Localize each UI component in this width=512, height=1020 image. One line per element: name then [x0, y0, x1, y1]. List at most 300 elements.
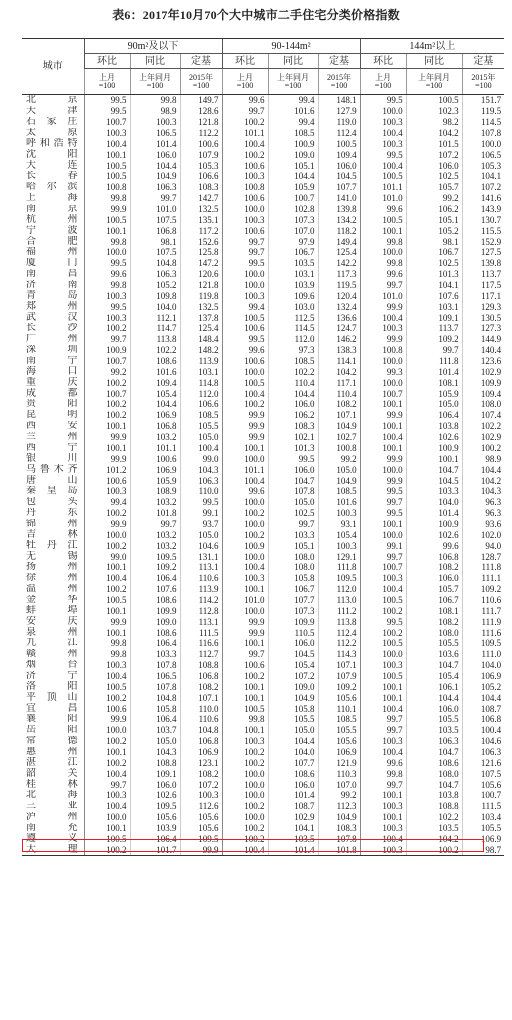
- table-row: [22, 345, 504, 356]
- table-row: [22, 193, 504, 204]
- value-cell: 100.3: [222, 290, 268, 301]
- value-cell: 99.8: [84, 649, 130, 660]
- value-cell: 100.1: [222, 584, 268, 595]
- value-cell: 123.6: [462, 356, 504, 367]
- value-cell: 106.0: [268, 464, 318, 475]
- value-cell: 100.2: [222, 529, 268, 540]
- group-header-medium: 90-144m²: [222, 39, 360, 54]
- value-cell: 99.8: [222, 714, 268, 725]
- value-cell: 103.0: [268, 301, 318, 312]
- value-cell: 107.8: [130, 660, 180, 671]
- value-cell: 108.1: [406, 377, 462, 388]
- value-cell: 109.5: [130, 551, 180, 562]
- value-cell: 100.0: [462, 138, 504, 149]
- value-cell: 101.4: [268, 790, 318, 801]
- city-cell: 徐州: [26, 572, 78, 584]
- value-cell: 100.2: [222, 823, 268, 834]
- subheader-cell: 环比: [360, 54, 406, 69]
- value-cell: 108.0: [268, 562, 318, 573]
- value-cell: 101.1: [222, 464, 268, 475]
- value-cell: 99.5: [84, 106, 130, 117]
- value-cell: 107.0: [318, 779, 360, 790]
- value-cell: 103.3: [268, 529, 318, 540]
- value-cell: 99.4: [268, 95, 318, 106]
- value-cell: 99.3: [360, 366, 406, 377]
- value-cell: 101.0: [222, 595, 268, 606]
- value-cell: 98.7: [462, 844, 504, 855]
- value-cell: 106.8: [130, 225, 180, 236]
- value-cell: 112.8: [180, 605, 222, 616]
- value-cell: 106.1: [406, 681, 462, 692]
- value-cell: 132.5: [180, 204, 222, 215]
- value-cell: 114.1: [318, 356, 360, 367]
- table-row: [22, 573, 504, 584]
- value-cell: 103.2: [130, 540, 180, 551]
- value-cell: 99.7: [130, 519, 180, 530]
- value-cell: 106.9: [462, 833, 504, 844]
- value-cell: 100.3: [222, 736, 268, 747]
- value-cell: 102.5: [406, 258, 462, 269]
- value-cell: 109.4: [130, 377, 180, 388]
- city-cell: 南京: [26, 203, 78, 215]
- value-cell: 100.1: [360, 681, 406, 692]
- table-row: [22, 649, 504, 660]
- value-cell: 100.2: [84, 736, 130, 747]
- value-cell: 100.5: [84, 171, 130, 182]
- value-cell: 106.8: [180, 671, 222, 682]
- value-cell: 104.5: [406, 475, 462, 486]
- value-cell: 100.2: [360, 627, 406, 638]
- value-cell: 100.1: [84, 421, 130, 432]
- value-cell: 100.1: [84, 562, 130, 573]
- value-cell: 107.8: [130, 681, 180, 692]
- value-cell: 106.0: [268, 399, 318, 410]
- city-cell: 上海: [26, 192, 78, 204]
- value-cell: 100.7: [360, 388, 406, 399]
- value-cell: 117.5: [462, 280, 504, 291]
- city-cell: 牡丹江: [26, 540, 78, 551]
- value-cell: 99.4: [222, 301, 268, 312]
- value-cell: 127.3: [462, 323, 504, 334]
- city-cell: 北京: [26, 94, 78, 106]
- value-cell: 111.7: [462, 605, 504, 616]
- value-cell: 99.7: [84, 779, 130, 790]
- table-row: [22, 443, 504, 454]
- value-cell: 101.6: [268, 106, 318, 117]
- value-cell: 109.0: [268, 149, 318, 160]
- value-cell: 100.3: [360, 736, 406, 747]
- value-cell: 108.6: [130, 356, 180, 367]
- table-row: [22, 833, 504, 844]
- city-cell: 南充: [26, 822, 78, 833]
- value-cell: 100.0: [222, 519, 268, 530]
- table-row: [22, 529, 504, 540]
- table-row: [22, 247, 504, 258]
- value-cell: 99.9: [84, 519, 130, 530]
- value-cell: 99.9: [84, 204, 130, 215]
- value-cell: 99.9: [222, 432, 268, 443]
- city-cell: 宜昌: [26, 703, 78, 714]
- value-cell: 101.2: [84, 464, 130, 475]
- table-row: [22, 258, 504, 269]
- value-cell: 108.9: [130, 486, 180, 497]
- value-cell: 99.6: [222, 95, 268, 106]
- value-cell: 100.0: [222, 790, 268, 801]
- value-cell: 151.7: [462, 95, 504, 106]
- value-cell: 106.4: [406, 410, 462, 421]
- value-cell: 99.6: [406, 540, 462, 551]
- value-cell: 106.5: [130, 128, 180, 139]
- table-row: [22, 214, 504, 225]
- city-cell: 赣州: [26, 648, 78, 660]
- city-cell: 福州: [26, 247, 78, 258]
- value-cell: 99.5: [360, 149, 406, 160]
- value-cell: 100.3: [360, 573, 406, 584]
- value-cell: 99.8: [360, 768, 406, 779]
- value-cell: 100.4: [360, 312, 406, 323]
- value-cell: 100.2: [84, 399, 130, 410]
- table-row: [22, 323, 504, 334]
- city-cell: 济南: [26, 279, 78, 291]
- value-cell: 100.4: [222, 388, 268, 399]
- value-cell: 100.3: [84, 312, 130, 323]
- value-cell: 136.6: [318, 312, 360, 323]
- value-cell: 117.1: [318, 377, 360, 388]
- value-cell: 106.9: [130, 464, 180, 475]
- value-cell: 113.8: [318, 616, 360, 627]
- value-cell: 100.0: [222, 280, 268, 291]
- value-cell: 103.8: [406, 790, 462, 801]
- value-cell: 119.8: [180, 290, 222, 301]
- value-cell: 99.6: [360, 757, 406, 768]
- value-cell: 100.2: [84, 323, 130, 334]
- value-cell: 99.7: [222, 649, 268, 660]
- value-cell: 106.7: [406, 595, 462, 606]
- value-cell: 100.4: [84, 573, 130, 584]
- table-row: [22, 117, 504, 128]
- value-cell: 102.1: [268, 432, 318, 443]
- city-cell: 深圳: [26, 344, 78, 356]
- value-cell: 107.2: [406, 149, 462, 160]
- table-row: [22, 312, 504, 323]
- value-cell: 108.2: [180, 681, 222, 692]
- table-row: [22, 725, 504, 736]
- value-cell: 100.4: [84, 801, 130, 812]
- value-cell: 139.8: [318, 204, 360, 215]
- value-cell: 99.7: [406, 345, 462, 356]
- value-cell: 99.7: [222, 236, 268, 247]
- value-cell: 99.5: [360, 616, 406, 627]
- price-index-table: [22, 38, 504, 856]
- value-cell: 105.2: [406, 225, 462, 236]
- value-cell: 104.2: [406, 833, 462, 844]
- value-cell: 99.7: [360, 280, 406, 291]
- value-cell: 104.5: [268, 649, 318, 660]
- value-cell: 114.5: [462, 117, 504, 128]
- value-cell: 100.1: [360, 812, 406, 823]
- value-cell: 100.3: [84, 128, 130, 139]
- value-cell: 113.0: [318, 595, 360, 606]
- value-cell: 99.7: [222, 106, 268, 117]
- value-cell: 100.4: [360, 128, 406, 139]
- table-row: [22, 616, 504, 627]
- value-cell: 110.5: [268, 627, 318, 638]
- table-row: [22, 844, 504, 855]
- value-cell: 106.4: [130, 638, 180, 649]
- value-cell: 100.9: [406, 519, 462, 530]
- value-cell: 105.0: [180, 529, 222, 540]
- value-cell: 102.9: [268, 812, 318, 823]
- value-cell: 104.9: [268, 692, 318, 703]
- table-row: [22, 182, 504, 193]
- value-cell: 100.0: [222, 497, 268, 508]
- value-cell: 98.2: [406, 117, 462, 128]
- table-row: [22, 410, 504, 421]
- value-cell: 101.4: [130, 138, 180, 149]
- value-cell: 147.2: [180, 258, 222, 269]
- value-cell: 100.3: [318, 540, 360, 551]
- value-cell: 108.5: [318, 714, 360, 725]
- value-cell: 101.4: [406, 508, 462, 519]
- value-cell: 114.5: [268, 323, 318, 334]
- value-cell: 99.0: [180, 453, 222, 464]
- city-cell: 丹东: [26, 507, 78, 519]
- value-cell: 105.3: [180, 160, 222, 171]
- value-cell: 103.9: [130, 823, 180, 834]
- value-cell: 110.4: [268, 377, 318, 388]
- value-cell: 103.8: [406, 421, 462, 432]
- value-cell: 100.3: [360, 844, 406, 855]
- value-cell: 99.9: [360, 453, 406, 464]
- value-cell: 100.1: [360, 421, 406, 432]
- value-cell: 110.6: [180, 714, 222, 725]
- value-cell: 100.0: [360, 464, 406, 475]
- table-row: [22, 486, 504, 497]
- base-cell: 上年同月 =100: [406, 69, 462, 95]
- value-cell: 106.0: [406, 160, 462, 171]
- value-cell: 116.6: [180, 638, 222, 649]
- city-cell: 温州: [26, 583, 78, 595]
- value-cell: 105.6: [180, 823, 222, 834]
- city-cell: 岳阳: [26, 724, 78, 736]
- value-cell: 106.2: [268, 410, 318, 421]
- value-cell: 105.5: [406, 638, 462, 649]
- city-cell: 沈阳: [26, 149, 78, 160]
- value-cell: 106.4: [130, 714, 180, 725]
- value-cell: 112.2: [180, 128, 222, 139]
- city-cell: 三亚: [26, 800, 78, 812]
- value-cell: 100.2: [84, 377, 130, 388]
- value-cell: 104.1: [462, 171, 504, 182]
- value-cell: 98.9: [462, 453, 504, 464]
- value-cell: 100.5: [84, 214, 130, 225]
- value-cell: 100.5: [360, 671, 406, 682]
- value-cell: 148.2: [180, 345, 222, 356]
- value-cell: 101.7: [130, 844, 180, 855]
- value-cell: 99.7: [222, 247, 268, 258]
- value-cell: 104.4: [130, 160, 180, 171]
- value-cell: 105.7: [406, 584, 462, 595]
- value-cell: 100.9: [268, 138, 318, 149]
- value-cell: 100.4: [84, 768, 130, 779]
- value-cell: 106.7: [406, 247, 462, 258]
- value-cell: 104.1: [406, 280, 462, 291]
- value-cell: 98.1: [130, 236, 180, 247]
- value-cell: 104.7: [406, 660, 462, 671]
- value-cell: 102.9: [462, 432, 504, 443]
- table-row: [22, 823, 504, 834]
- value-cell: 100.1: [84, 627, 130, 638]
- value-cell: 99.7: [84, 334, 130, 345]
- table-row: [22, 366, 504, 377]
- value-cell: 109.9: [130, 605, 180, 616]
- value-cell: 102.6: [406, 432, 462, 443]
- value-cell: 104.9: [318, 421, 360, 432]
- value-cell: 100.0: [222, 605, 268, 616]
- value-cell: 101.0: [130, 204, 180, 215]
- value-cell: 125.4: [318, 247, 360, 258]
- value-cell: 117.2: [180, 225, 222, 236]
- value-cell: 110.6: [462, 595, 504, 606]
- base-cell: 2015年 =100: [318, 69, 360, 95]
- value-cell: 100.1: [84, 747, 130, 758]
- value-cell: 140.4: [462, 345, 504, 356]
- table-row: [22, 290, 504, 301]
- value-cell: 99.2: [318, 790, 360, 801]
- city-cell: 泸州: [26, 811, 78, 823]
- city-cell: 石家庄: [26, 116, 78, 128]
- value-cell: 141.0: [318, 193, 360, 204]
- value-cell: 101.6: [130, 366, 180, 377]
- value-cell: 108.5: [268, 128, 318, 139]
- value-cell: 99.1: [180, 508, 222, 519]
- value-cell: 108.1: [406, 605, 462, 616]
- value-cell: 121.6: [462, 757, 504, 768]
- subheader-cell: 定基: [462, 54, 504, 69]
- value-cell: 99.9: [360, 334, 406, 345]
- value-cell: 100.6: [84, 703, 130, 714]
- subheader-cell: 同比: [406, 54, 462, 69]
- subheader-row: [22, 54, 504, 69]
- value-cell: 106.6: [180, 399, 222, 410]
- value-cell: 100.8: [84, 182, 130, 193]
- value-cell: 110.0: [180, 486, 222, 497]
- value-cell: 106.9: [462, 671, 504, 682]
- value-cell: 100.7: [360, 562, 406, 573]
- table-row: [22, 269, 504, 280]
- value-cell: 113.9: [180, 356, 222, 367]
- value-cell: 99.7: [360, 497, 406, 508]
- value-cell: 100.7: [462, 790, 504, 801]
- value-cell: 99.8: [84, 638, 130, 649]
- value-cell: 123.1: [180, 757, 222, 768]
- table-row: [22, 334, 504, 345]
- value-cell: 109.9: [268, 616, 318, 627]
- value-cell: 102.8: [268, 204, 318, 215]
- value-cell: 110.6: [180, 573, 222, 584]
- value-cell: 106.3: [180, 475, 222, 486]
- value-cell: 100.2: [84, 584, 130, 595]
- value-cell: 101.1: [222, 128, 268, 139]
- value-cell: 99.9: [222, 421, 268, 432]
- value-cell: 100.4: [360, 703, 406, 714]
- base-cell: 上月 =100: [360, 69, 406, 95]
- value-cell: 100.1: [360, 399, 406, 410]
- value-cell: 100.0: [360, 106, 406, 117]
- value-cell: 99.2: [84, 366, 130, 377]
- table-row: [22, 627, 504, 638]
- city-cell: 银川: [26, 453, 78, 464]
- table-row: [22, 638, 504, 649]
- value-cell: 101.1: [130, 443, 180, 454]
- value-cell: 100.5: [222, 377, 268, 388]
- value-cell: 99.7: [360, 779, 406, 790]
- table-row: [22, 584, 504, 595]
- city-cell: 泉州: [26, 627, 78, 638]
- value-cell: 105.0: [180, 432, 222, 443]
- value-cell: 109.1: [130, 768, 180, 779]
- value-cell: 142.7: [180, 193, 222, 204]
- value-cell: 108.3: [268, 421, 318, 432]
- value-cell: 99.2: [406, 193, 462, 204]
- value-cell: 108.8: [406, 801, 462, 812]
- value-cell: 102.2: [462, 421, 504, 432]
- value-cell: 104.8: [130, 692, 180, 703]
- city-cell: 哈尔滨: [26, 181, 78, 193]
- table-row: [22, 301, 504, 312]
- value-cell: 99.5: [222, 258, 268, 269]
- value-cell: 107.7: [268, 757, 318, 768]
- value-cell: 121.8: [180, 280, 222, 291]
- table-row: [22, 562, 504, 573]
- value-cell: 109.2: [318, 681, 360, 692]
- value-cell: 98.1: [406, 236, 462, 247]
- value-cell: 108.8: [180, 660, 222, 671]
- city-cell: 宁波: [26, 225, 78, 236]
- city-cell: 呼和浩特: [26, 138, 78, 149]
- value-cell: 100.3: [84, 290, 130, 301]
- value-cell: 112.7: [180, 649, 222, 660]
- value-cell: 100.6: [84, 475, 130, 486]
- value-cell: 100.1: [84, 823, 130, 834]
- value-cell: 103.4: [462, 812, 504, 823]
- table-row: [22, 388, 504, 399]
- city-cell: 西安: [26, 420, 78, 432]
- value-cell: 104.0: [130, 301, 180, 312]
- value-cell: 100.6: [222, 160, 268, 171]
- value-cell: 100.5: [406, 95, 462, 106]
- table-row: [22, 768, 504, 779]
- value-cell: 100.4: [360, 432, 406, 443]
- group-header-large: 144m²以上: [360, 39, 504, 54]
- value-cell: 100.1: [360, 790, 406, 801]
- city-cell: 金华: [26, 594, 78, 605]
- value-cell: 97.9: [268, 236, 318, 247]
- value-cell: 100.1: [406, 453, 462, 464]
- city-cell: 天津: [26, 105, 78, 117]
- value-cell: 148.4: [180, 334, 222, 345]
- value-cell: 107.3: [268, 214, 318, 225]
- value-cell: 101.8: [318, 844, 360, 855]
- value-cell: 113.1: [180, 562, 222, 573]
- table-row: [22, 236, 504, 247]
- value-cell: 102.3: [406, 106, 462, 117]
- value-cell: 111.8: [406, 356, 462, 367]
- table-row: [22, 399, 504, 410]
- value-cell: 107.1: [318, 410, 360, 421]
- value-cell: 106.4: [130, 573, 180, 584]
- value-cell: 93.6: [462, 519, 504, 530]
